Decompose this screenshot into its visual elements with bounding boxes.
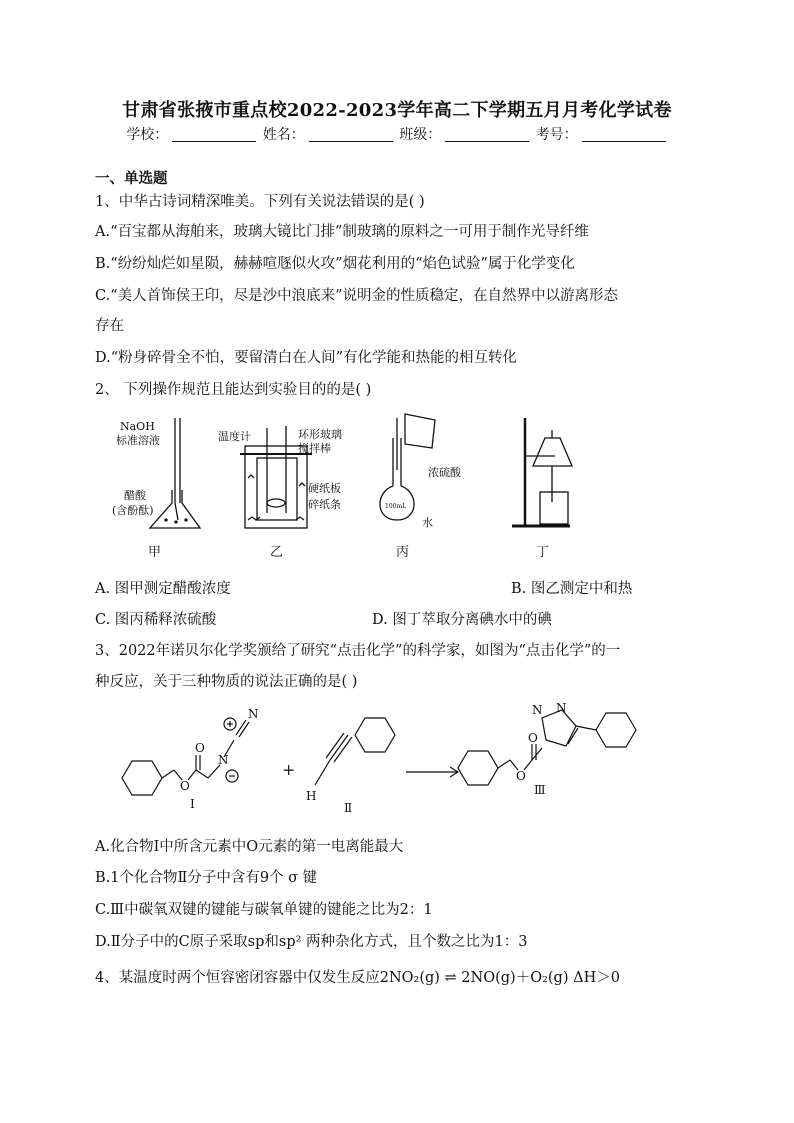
q3-option-a: A.化合物Ⅰ中所含元素中O元素的第一电离能最大 bbox=[95, 839, 404, 855]
compound-ii-label: Ⅱ bbox=[344, 801, 353, 815]
click-chemistry-reaction-figure bbox=[110, 700, 650, 825]
plus-sign: + bbox=[282, 760, 296, 779]
atom-o-2: O bbox=[195, 741, 205, 755]
q1-option-c: C.“美人首饰侯王印，尽是沙中浪底来”说明金的性质稳定，在自然界中以游离形态 bbox=[95, 288, 619, 304]
compound-iii-label: Ⅲ bbox=[534, 783, 546, 797]
atom-n-3: N bbox=[532, 703, 543, 717]
q2-stem: 2、 下列操作规范且能达到实验目的的是( ) bbox=[95, 382, 372, 398]
fig-naoh-label-2: 标准溶液 bbox=[116, 434, 160, 447]
atom-o-1: O bbox=[180, 779, 190, 793]
fig-card-label: 硬纸板 bbox=[308, 482, 341, 495]
q2-option-d: D. 图丁萃取分离碘水中的碘 bbox=[372, 612, 552, 628]
fig-stirrer-label-2: 搅拌棒 bbox=[298, 442, 331, 455]
caption-ding: 丁 bbox=[536, 545, 550, 560]
fig-h2so4-label: 浓硫酸 bbox=[428, 466, 461, 479]
fig-thermometer-label: 温度计 bbox=[218, 430, 251, 443]
atom-o-4: O bbox=[528, 731, 538, 745]
q1-option-d: D.“粉身碎骨全不怕，要留清白在人间”有化学能和热能的相互转化 bbox=[95, 350, 518, 366]
atom-n-1: N bbox=[218, 753, 229, 767]
student-info-row bbox=[0, 124, 794, 144]
fig-acid-label-2: (含酚酞) bbox=[112, 504, 154, 517]
exam-number-blank[interactable] bbox=[582, 127, 666, 142]
q3-stem: 3、2022年诺贝尔化学奖颁给了研究“点击化学”的科学家，如图为“点击化学”的一 bbox=[95, 643, 621, 659]
section-heading: 一、单选题 bbox=[95, 170, 168, 187]
fig-paper-label: 碎纸条 bbox=[308, 498, 341, 511]
caption-jia: 甲 bbox=[148, 545, 162, 560]
q3-option-b: B.1个化合物Ⅱ分子中含有9个 σ 键 bbox=[95, 870, 318, 886]
fig-naoh-label: NaOH bbox=[120, 420, 155, 433]
atom-o-3: O bbox=[516, 769, 526, 783]
fig-acid-label: 醋酸 bbox=[124, 489, 146, 502]
q4-stem: 4、某温度时两个恒容密闭容器中仅发生反应2NO₂(g) ⇌ 2NO(g)＋O₂(g) ΔH＞0 bbox=[95, 970, 620, 986]
school-blank[interactable] bbox=[172, 127, 256, 142]
atom-h: H bbox=[306, 789, 317, 803]
atom-n-2: N bbox=[248, 707, 259, 721]
q3-stem-cont: 种反应，关于三种物质的说法正确的是( ) bbox=[95, 674, 358, 690]
q3-option-d: D.Ⅱ分子中的C原子采取sp和sp² 两种杂化方式，且个数之比为1：3 bbox=[95, 934, 528, 950]
name-blank[interactable] bbox=[309, 127, 393, 142]
caption-yi: 乙 bbox=[270, 545, 284, 560]
fig-stirrer-label: 环形玻璃 bbox=[298, 428, 342, 441]
q1-stem: 1、中华古诗词精深唯美。下列有关说法错误的是( ) bbox=[95, 194, 425, 210]
atom-n-4: N bbox=[556, 701, 567, 715]
q1-option-c-cont: 存在 bbox=[95, 318, 124, 334]
exam-number-label: 考号： bbox=[535, 127, 578, 143]
compound-i-label: Ⅰ bbox=[190, 797, 195, 811]
exam-title: 甘肃省张掖市重点校2022-2023学年高二下学期五月月考化学试卷 bbox=[122, 100, 672, 121]
name-label: 姓名： bbox=[262, 127, 305, 143]
class-blank[interactable] bbox=[445, 127, 529, 142]
q2-option-b: B. 图乙测定中和热 bbox=[511, 581, 633, 597]
q2-apparatus-figure bbox=[100, 408, 600, 568]
q3-option-c: C.Ⅲ中碳氧双键的键能与碳氧单键的键能之比为2：1 bbox=[95, 902, 433, 918]
q1-option-b: B.“纷纷灿烂如星陨，赫赫喧豗似火攻”烟花利用的“焰色试验”属于化学变化 bbox=[95, 256, 575, 272]
q1-option-a: A.“百宝都从海舶来，玻璃大镜比门排”制玻璃的原料之一可用于制作光导纤维 bbox=[95, 224, 589, 240]
school-label: 学校： bbox=[126, 127, 169, 143]
fig-water-label: 水 bbox=[422, 516, 433, 529]
q2-option-c: C. 图丙稀释浓硫酸 bbox=[95, 612, 217, 628]
class-label: 班级： bbox=[399, 127, 442, 143]
q2-option-a: A. 图甲测定醋酸浓度 bbox=[95, 581, 231, 597]
fig-flask-mark: 100mL bbox=[385, 503, 407, 510]
caption-bing: 丙 bbox=[396, 545, 410, 560]
